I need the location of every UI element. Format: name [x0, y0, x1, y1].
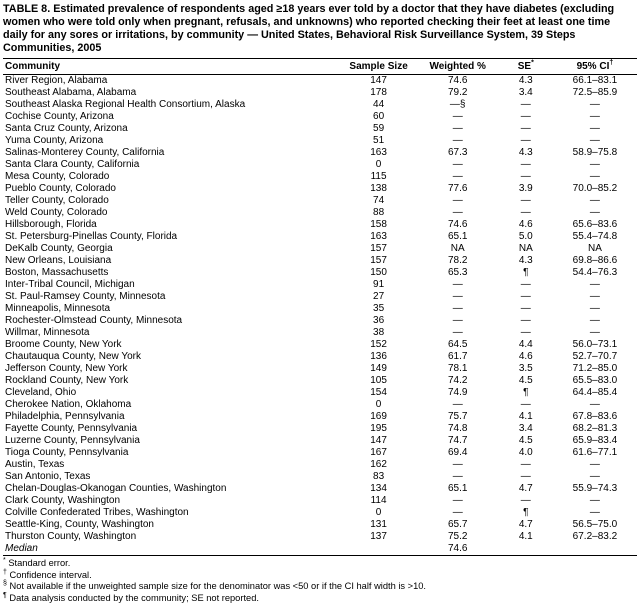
ci-cell: —: [553, 279, 637, 291]
ci-cell: 69.8–86.6: [553, 255, 637, 267]
community-cell: DeKalb County, Georgia: [3, 243, 341, 255]
table-row: [3, 423, 637, 435]
community-cell: Austin, Texas: [3, 459, 341, 471]
weighted-cell: —: [417, 135, 499, 147]
table-row: [3, 87, 637, 99]
sample-size-cell: 136: [341, 351, 417, 363]
se-cell: NA: [499, 243, 553, 255]
community-cell: Yuma County, Arizona: [3, 135, 341, 147]
community-cell: Tioga County, Pennsylvania: [3, 447, 341, 459]
table-row: [3, 267, 637, 279]
table-title: TABLE 8. Estimated prevalence of respondents aged ≥18 years ever told by a doctor that they have diabetes (excluding women who were told only when pregnant, refusals, and unknowns) who reported checking their feet at least one time daily for any sores or irritations, by community — United States, Behavioral Risk Surveillance System, 39 Steps Communities, 2005: [3, 3, 637, 55]
se-cell: ¶: [499, 507, 553, 519]
sample-size-cell: 38: [341, 327, 417, 339]
weighted-cell: —: [417, 303, 499, 315]
ci-cell: 61.6–77.1: [553, 447, 637, 459]
column-header-community: Community: [3, 59, 341, 75]
community-cell: Luzerne County, Pennsylvania: [3, 435, 341, 447]
sample-size-cell: 169: [341, 411, 417, 423]
table-row: [3, 171, 637, 183]
weighted-cell: 74.6: [417, 75, 499, 88]
sample-size-cell: 51: [341, 135, 417, 147]
sample-size-cell: 163: [341, 147, 417, 159]
weighted-cell: 78.1: [417, 363, 499, 375]
community-cell: Southeast Alaska Regional Health Consortium, Alaska: [3, 99, 341, 111]
table-row: [3, 327, 637, 339]
ci-cell: —: [553, 471, 637, 483]
weighted-cell: —: [417, 399, 499, 411]
ci-cell: —: [553, 171, 637, 183]
community-cell: Minneapolis, Minnesota: [3, 303, 341, 315]
table-row: [3, 411, 637, 423]
weighted-cell: 75.2: [417, 531, 499, 543]
table-row: [3, 123, 637, 135]
community-cell: Fayette County, Pennsylvania: [3, 423, 341, 435]
table-row: [3, 279, 637, 291]
ci-cell: —: [553, 399, 637, 411]
se-cell: 3.9: [499, 183, 553, 195]
se-cell: 4.6: [499, 219, 553, 231]
weighted-cell: 61.7: [417, 351, 499, 363]
ci-cell: —: [553, 327, 637, 339]
column-header-ci: [553, 59, 637, 75]
community-cell: St. Petersburg-Pinellas County, Florida: [3, 231, 341, 243]
sample-size-cell: 137: [341, 531, 417, 543]
table-row: [3, 147, 637, 159]
footnote-marker-section: §: [3, 580, 7, 587]
ci-cell: 68.2–81.3: [553, 423, 637, 435]
weighted-cell: NA: [417, 243, 499, 255]
community-cell: Hillsborough, Florida: [3, 219, 341, 231]
se-cell: —: [499, 171, 553, 183]
table-body: [3, 75, 637, 544]
se-cell: —: [499, 207, 553, 219]
table-row: [3, 387, 637, 399]
community-cell: Mesa County, Colorado: [3, 171, 341, 183]
sample-size-cell: 138: [341, 183, 417, 195]
weighted-cell: 65.1: [417, 231, 499, 243]
ci-cell: 65.6–83.6: [553, 219, 637, 231]
ci-cell: 67.2–83.2: [553, 531, 637, 543]
community-cell: Colville Confederated Tribes, Washington: [3, 507, 341, 519]
community-cell: Weld County, Colorado: [3, 207, 341, 219]
se-cell: 4.1: [499, 411, 553, 423]
se-cell: —: [499, 327, 553, 339]
weighted-cell: —: [417, 171, 499, 183]
table-row: [3, 483, 637, 495]
se-cell: 5.0: [499, 231, 553, 243]
table-row: [3, 255, 637, 267]
ci-cell: —: [553, 291, 637, 303]
table-footer: [3, 543, 637, 556]
table-row: [3, 111, 637, 123]
footnote-text: Confidence interval.: [7, 570, 92, 580]
se-cell: 3.4: [499, 423, 553, 435]
community-cell: Thurston County, Washington: [3, 531, 341, 543]
footnotes: [3, 558, 637, 604]
ci-cell: —: [553, 99, 637, 111]
weighted-cell: —: [417, 327, 499, 339]
community-cell: Santa Cruz County, Arizona: [3, 123, 341, 135]
footnote-marker-pilcrow: ¶: [3, 591, 7, 598]
community-cell: Rochester-Olmstead County, Minnesota: [3, 315, 341, 327]
ci-cell: —: [553, 135, 637, 147]
se-cell: ¶: [499, 387, 553, 399]
weighted-cell: —: [417, 195, 499, 207]
sample-size-cell: 195: [341, 423, 417, 435]
ci-cell: 65.9–83.4: [553, 435, 637, 447]
se-cell: 3.4: [499, 87, 553, 99]
se-cell: —: [499, 495, 553, 507]
community-cell: Inter-Tribal Council, Michigan: [3, 279, 341, 291]
table-row: [3, 183, 637, 195]
sample-size-cell: 147: [341, 75, 417, 88]
weighted-cell: 65.1: [417, 483, 499, 495]
table-row: [3, 231, 637, 243]
sample-size-cell: 0: [341, 159, 417, 171]
footnote-confidence-interval: [3, 570, 637, 582]
ci-header-footnote-marker: †: [609, 60, 613, 67]
ci-cell: —: [553, 507, 637, 519]
ci-cell: —: [553, 315, 637, 327]
se-cell: 4.7: [499, 483, 553, 495]
column-header-weighted: Weighted %: [417, 59, 499, 75]
column-header-se: [499, 59, 553, 75]
sample-size-cell: 158: [341, 219, 417, 231]
sample-size-cell: 74: [341, 195, 417, 207]
se-cell: 3.5: [499, 363, 553, 375]
sample-size-cell: 91: [341, 279, 417, 291]
weighted-cell: 74.8: [417, 423, 499, 435]
ci-cell: 52.7–70.7: [553, 351, 637, 363]
weighted-cell: —: [417, 315, 499, 327]
ci-cell: —: [553, 195, 637, 207]
community-cell: St. Paul-Ramsey County, Minnesota: [3, 291, 341, 303]
ci-cell: 58.9–75.8: [553, 147, 637, 159]
footnote-not-available: [3, 581, 637, 593]
footnote-standard-error: [3, 558, 637, 570]
community-cell: Philadelphia, Pennsylvania: [3, 411, 341, 423]
sample-size-cell: 149: [341, 363, 417, 375]
community-cell: Clark County, Washington: [3, 495, 341, 507]
median-ci-cell: [553, 543, 637, 556]
prevalence-table: [3, 58, 637, 556]
sample-size-cell: 154: [341, 387, 417, 399]
weighted-cell: 74.9: [417, 387, 499, 399]
community-cell: Cherokee Nation, Oklahoma: [3, 399, 341, 411]
sample-size-cell: 88: [341, 207, 417, 219]
ci-cell: —: [553, 495, 637, 507]
weighted-cell: 65.3: [417, 267, 499, 279]
ci-cell: —: [553, 159, 637, 171]
sample-size-cell: 162: [341, 459, 417, 471]
sample-size-cell: 59: [341, 123, 417, 135]
footnote-text: Not available if the unweighted sample size for the denominator was <50 or if the CI half width is >10.: [7, 581, 426, 591]
se-cell: 4.7: [499, 519, 553, 531]
weighted-cell: 65.7: [417, 519, 499, 531]
table-row: [3, 207, 637, 219]
community-cell: Santa Clara County, California: [3, 159, 341, 171]
median-se-cell: [499, 543, 553, 556]
community-cell: Boston, Massachusetts: [3, 267, 341, 279]
se-cell: —: [499, 111, 553, 123]
community-cell: River Region, Alabama: [3, 75, 341, 88]
weighted-cell: —: [417, 279, 499, 291]
se-cell: —: [499, 399, 553, 411]
weighted-cell: —: [417, 507, 499, 519]
sample-size-cell: 131: [341, 519, 417, 531]
se-cell: —: [499, 135, 553, 147]
se-cell: —: [499, 459, 553, 471]
footnote-text: Data analysis conducted by the community; SE not reported.: [7, 593, 259, 603]
sample-size-cell: 60: [341, 111, 417, 123]
sample-size-cell: 105: [341, 375, 417, 387]
weighted-cell: 74.2: [417, 375, 499, 387]
weighted-cell: 79.2: [417, 87, 499, 99]
se-cell: ¶: [499, 267, 553, 279]
ci-cell: —: [553, 207, 637, 219]
ci-cell: NA: [553, 243, 637, 255]
community-cell: Seattle-King, County, Washington: [3, 519, 341, 531]
weighted-cell: 78.2: [417, 255, 499, 267]
weighted-cell: 64.5: [417, 339, 499, 351]
ci-cell: —: [553, 303, 637, 315]
sample-size-cell: 152: [341, 339, 417, 351]
community-cell: Cleveland, Ohio: [3, 387, 341, 399]
sample-size-cell: 163: [341, 231, 417, 243]
weighted-cell: —: [417, 159, 499, 171]
footnote-marker-dagger: †: [3, 568, 7, 575]
sample-size-cell: 27: [341, 291, 417, 303]
ci-cell: 70.0–85.2: [553, 183, 637, 195]
weighted-cell: 74.6: [417, 219, 499, 231]
community-cell: New Orleans, Louisiana: [3, 255, 341, 267]
table-row: [3, 291, 637, 303]
table-row: [3, 159, 637, 171]
table-row: [3, 135, 637, 147]
ci-cell: 72.5–85.9: [553, 87, 637, 99]
community-cell: Rockland County, New York: [3, 375, 341, 387]
se-cell: 4.1: [499, 531, 553, 543]
table-row: [3, 195, 637, 207]
se-header-footnote-marker: *: [531, 60, 534, 67]
sample-size-cell: 35: [341, 303, 417, 315]
weighted-cell: 74.7: [417, 435, 499, 447]
community-cell: Jefferson County, New York: [3, 363, 341, 375]
sample-size-cell: 0: [341, 399, 417, 411]
ci-cell: 56.5–75.0: [553, 519, 637, 531]
median-row: [3, 543, 637, 556]
ci-cell: 55.9–74.3: [553, 483, 637, 495]
se-cell: —: [499, 159, 553, 171]
community-cell: Chautauqua County, New York: [3, 351, 341, 363]
weighted-cell: 69.4: [417, 447, 499, 459]
ci-cell: 64.4–85.4: [553, 387, 637, 399]
table-row: [3, 495, 637, 507]
ci-cell: 55.4–74.8: [553, 231, 637, 243]
table-row: [3, 363, 637, 375]
se-cell: 4.0: [499, 447, 553, 459]
se-cell: —: [499, 99, 553, 111]
sample-size-cell: 134: [341, 483, 417, 495]
community-cell: Salinas-Monterey County, California: [3, 147, 341, 159]
table-row: [3, 75, 637, 88]
ci-cell: 56.0–73.1: [553, 339, 637, 351]
se-cell: 4.3: [499, 255, 553, 267]
se-cell: —: [499, 471, 553, 483]
weighted-cell: —: [417, 123, 499, 135]
community-cell: Cochise County, Arizona: [3, 111, 341, 123]
se-cell: 4.5: [499, 435, 553, 447]
ci-cell: 65.5–83.0: [553, 375, 637, 387]
se-cell: 4.6: [499, 351, 553, 363]
ci-cell: 67.8–83.6: [553, 411, 637, 423]
weighted-cell: —: [417, 495, 499, 507]
sample-size-cell: 157: [341, 243, 417, 255]
table-row: [3, 99, 637, 111]
table-row: [3, 375, 637, 387]
header-row: [3, 59, 637, 75]
weighted-cell: —: [417, 459, 499, 471]
se-header-label: SE: [518, 61, 531, 72]
table-row: [3, 447, 637, 459]
se-cell: —: [499, 291, 553, 303]
community-cell: Teller County, Colorado: [3, 195, 341, 207]
ci-cell: 66.1–83.1: [553, 75, 637, 88]
table-header: [3, 59, 637, 75]
table-row: [3, 435, 637, 447]
se-cell: 4.3: [499, 75, 553, 88]
ci-cell: —: [553, 123, 637, 135]
community-cell: Broome County, New York: [3, 339, 341, 351]
ci-header-label: 95% CI: [577, 61, 610, 72]
table-row: [3, 459, 637, 471]
ci-cell: 71.2–85.0: [553, 363, 637, 375]
sample-size-cell: 147: [341, 435, 417, 447]
se-cell: —: [499, 195, 553, 207]
table-row: [3, 339, 637, 351]
community-cell: San Antonio, Texas: [3, 471, 341, 483]
median-sample-size-cell: [341, 543, 417, 556]
se-cell: 4.5: [499, 375, 553, 387]
weighted-cell: —: [417, 291, 499, 303]
community-cell: Chelan-Douglas-Okanogan Counties, Washington: [3, 483, 341, 495]
se-cell: —: [499, 123, 553, 135]
community-cell: Pueblo County, Colorado: [3, 183, 341, 195]
se-cell: 4.3: [499, 147, 553, 159]
median-label: Median: [3, 543, 341, 556]
sample-size-cell: 36: [341, 315, 417, 327]
se-cell: —: [499, 303, 553, 315]
weighted-cell: 75.7: [417, 411, 499, 423]
weighted-cell: —: [417, 471, 499, 483]
table-row: [3, 243, 637, 255]
table-row: [3, 315, 637, 327]
sample-size-cell: 83: [341, 471, 417, 483]
weighted-cell: —§: [417, 99, 499, 111]
se-cell: —: [499, 279, 553, 291]
sample-size-cell: 178: [341, 87, 417, 99]
community-cell: Willmar, Minnesota: [3, 327, 341, 339]
community-cell: Southeast Alabama, Alabama: [3, 87, 341, 99]
footnote-marker-asterisk: *: [3, 557, 6, 564]
weighted-cell: —: [417, 207, 499, 219]
table-row: [3, 519, 637, 531]
ci-cell: —: [553, 459, 637, 471]
column-header-sample-size: Sample Size: [341, 59, 417, 75]
weighted-cell: —: [417, 111, 499, 123]
sample-size-cell: 114: [341, 495, 417, 507]
table-row: [3, 507, 637, 519]
se-cell: —: [499, 315, 553, 327]
median-weighted-cell: 74.6: [417, 543, 499, 556]
table-row: [3, 531, 637, 543]
table-row: [3, 219, 637, 231]
ci-cell: 54.4–76.3: [553, 267, 637, 279]
footnote-community-analysis: [3, 593, 637, 604]
table-row: [3, 471, 637, 483]
table-row: [3, 303, 637, 315]
table-row: [3, 399, 637, 411]
sample-size-cell: 0: [341, 507, 417, 519]
sample-size-cell: 150: [341, 267, 417, 279]
sample-size-cell: 157: [341, 255, 417, 267]
table-row: [3, 351, 637, 363]
sample-size-cell: 167: [341, 447, 417, 459]
weighted-cell: 67.3: [417, 147, 499, 159]
sample-size-cell: 115: [341, 171, 417, 183]
se-cell: 4.4: [499, 339, 553, 351]
weighted-cell: 77.6: [417, 183, 499, 195]
footnote-text: Standard error.: [6, 558, 71, 568]
ci-cell: —: [553, 111, 637, 123]
sample-size-cell: 44: [341, 99, 417, 111]
